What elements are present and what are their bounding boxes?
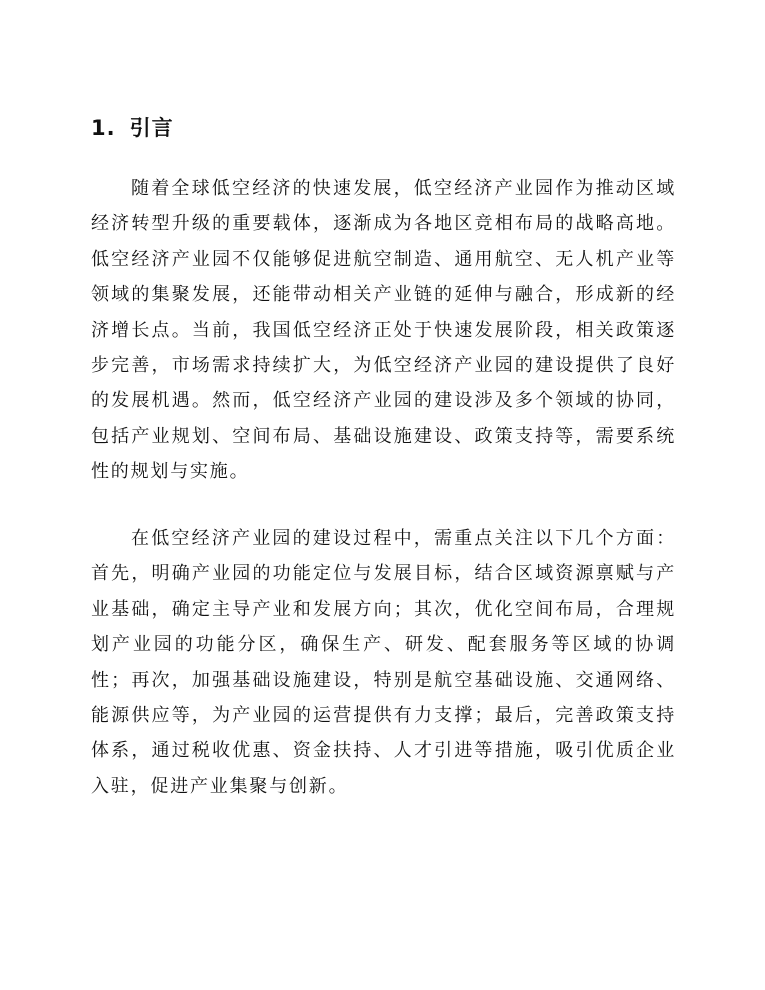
section-title: 引言: [129, 116, 174, 140]
section-number: 1.: [91, 116, 116, 140]
body-paragraph-2: 在低空经济产业园的建设过程中，需重点关注以下几个方面：首先，明确产业园的功能定位与发展目标，结合区域资源禀赋与产业基础，确定主导产业和发展方向；其次，优化空间布局，合理规划产业园的功能分区，确保生产、研发、配套服务等区域的协调性；再次，加强基础设施建设，特别是航空基础设施、交通网络、能源供应等，为产业园的运营提供有力支撑；最后，完善政策支持体系，通过税收优惠、资金扶持、人才引进等措施，吸引优质企业入驻，促进产业集聚与创新。: [91, 528, 676, 797]
section-heading: [91, 112, 174, 144]
body-paragraph-1: 随着全球低空经济的快速发展，低空经济产业园作为推动区域经济转型升级的重要载体，逐渐成为各地区竞相布局的战略高地。低空经济产业园不仅能够促进航空制造、通用航空、无人机产业等领域的集聚发展，还能带动相关产业链的延伸与融合，形成新的经济增长点。当前，我国低空经济正处于快速发展阶段，相关政策逐步完善，市场需求持续扩大，为低空经济产业园的建设提供了良好的发展机遇。然而，低空经济产业园的建设涉及多个领域的协同，包括产业规划、空间布局、基础设施建设、政策支持等，需要系统性的规划与实施。: [91, 178, 676, 483]
